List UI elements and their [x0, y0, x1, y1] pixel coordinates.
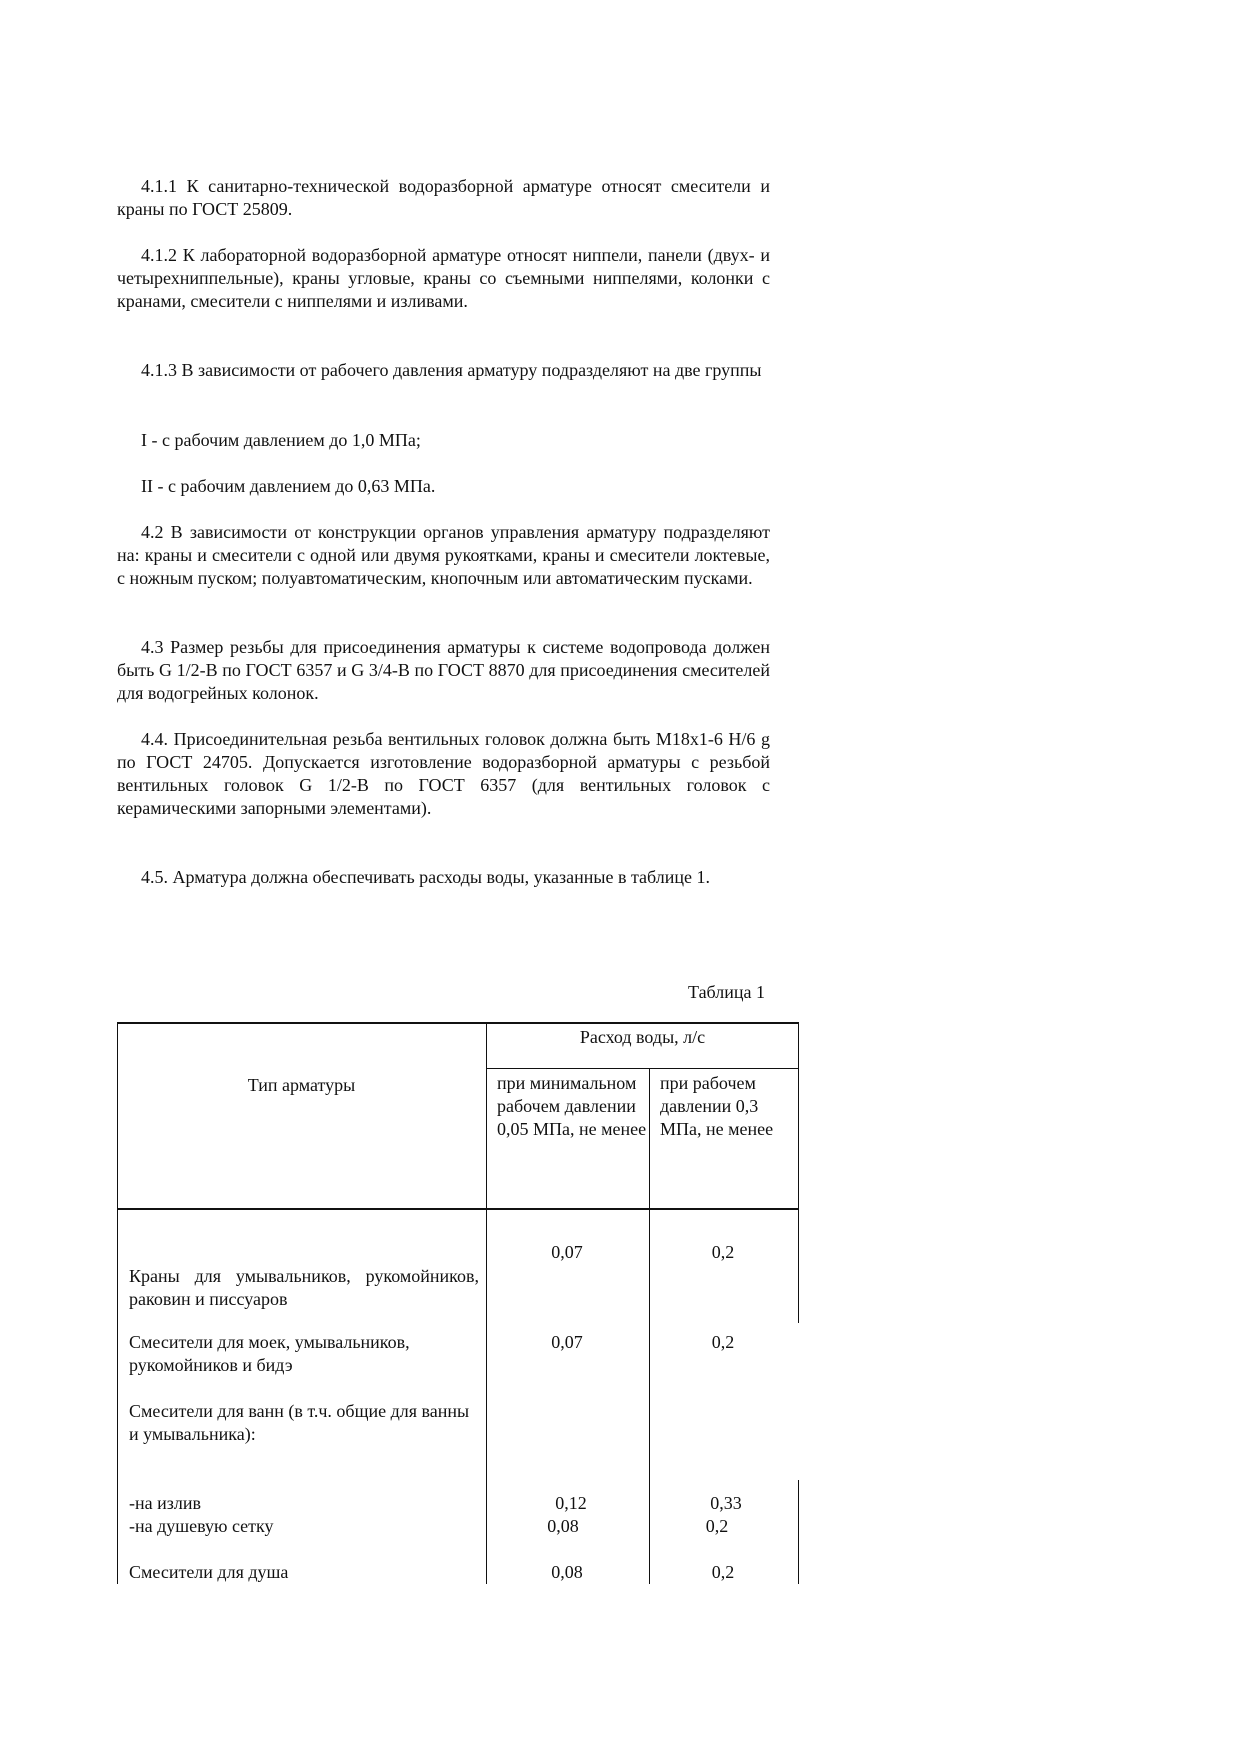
- paragraph-4-1-3: 4.1.3 В зависимости от рабочего давления арматуру подразделяют на две группы: [141, 360, 762, 380]
- paragraph-4-1-1: 4.1.1 К санитарно-технической водоразборной арматуре относят смесители и краны по ГОСТ 25809.: [117, 176, 770, 219]
- header-bottom-border: [117, 1208, 799, 1210]
- row-name: Смесители для душа: [129, 1562, 289, 1582]
- table-top-border: [117, 1022, 799, 1024]
- flow-table: [117, 1022, 799, 1584]
- row-name: -на душевую сетку: [129, 1516, 274, 1536]
- paragraph-4-3: 4.3 Размер резьбы для присоединения арматуры к системе водопровода должен быть G 1/2-B по ГОСТ 6357 и G 3/4-B по ГОСТ 8870 для присоединения смесителей для водогрейных колонок.: [117, 637, 770, 703]
- row-min-value: 0,12: [555, 1493, 587, 1513]
- table-right-border-lower: [798, 1480, 799, 1584]
- group-item-2: II - с рабочим давлением до 0,63 МПа.: [141, 476, 436, 496]
- paragraph-4-1-2: 4.1.2 К лабораторной водоразборной арматуре относят ниппели, панели (двух- и четырехниппельные), краны угловые, краны со съемными ниппелями, колонки с кранами, смесители с ниппелями и изливами.: [117, 245, 770, 311]
- header-type: Тип арматуры: [247, 1075, 356, 1095]
- table-right-border-upper: [798, 1022, 799, 1323]
- group-item-1: I - с рабочим давлением до 1,0 МПа;: [141, 430, 421, 450]
- col-divider-1: [486, 1022, 487, 1584]
- row-work-value: 0,2: [705, 1516, 729, 1536]
- header-min-pressure: при минимальном рабочем давлении 0,05 МПа, не менее: [497, 1073, 647, 1139]
- paragraph-4-5: 4.5. Арматура должна обеспечивать расходы воды, указанные в таблице 1.: [141, 867, 710, 887]
- header-split-line: [486, 1068, 799, 1069]
- header-work-pressure: при рабочем давлении 0,3 МПа, не менее: [660, 1073, 774, 1139]
- row-work-value: 0,2: [711, 1562, 735, 1582]
- row-min-value: 0,07: [551, 1242, 583, 1262]
- header-flow: Расход воды, л/с: [579, 1027, 706, 1047]
- table-left-border: [117, 1022, 118, 1584]
- row-work-value: 0,2: [711, 1332, 735, 1352]
- row-name: Смесители для моек, умывальников, рукомойников и бидэ: [129, 1332, 410, 1375]
- row-work-value: 0,2: [711, 1242, 735, 1262]
- row-name: -на излив: [129, 1493, 201, 1513]
- row-name: Краны для умывальников, рукомойников, раковин и писсуаров: [129, 1266, 479, 1309]
- table-caption: Таблица 1: [688, 982, 765, 1002]
- paragraph-4-2: 4.2 В зависимости от конструкции органов управления арматуру подразделяют на: краны и смесители с одной или двумя рукоятками, краны и смесители локтевые, с ножным пуском; полуавтоматическим, кнопочным или автоматическим пусками.: [117, 522, 770, 588]
- paragraph-4-4: 4.4. Присоединительная резьба вентильных головок должна быть М18х1-6 Н/6 g по ГОСТ 24705. Допускается изготовление водоразборной арматуры с резьбой вентильных головок G 1/2-B по ГОСТ 6357 (для вентильных головок с керамическими запорными элементами).: [117, 729, 770, 818]
- row-min-value: 0,08: [551, 1562, 583, 1582]
- row-min-value: 0,08: [547, 1516, 579, 1536]
- row-min-value: 0,07: [551, 1332, 583, 1352]
- row-name: Смесители для ванн (в т.ч. общие для ванны и умывальника):: [129, 1401, 470, 1444]
- col-divider-2: [649, 1068, 650, 1584]
- row-work-value: 0,33: [710, 1493, 742, 1513]
